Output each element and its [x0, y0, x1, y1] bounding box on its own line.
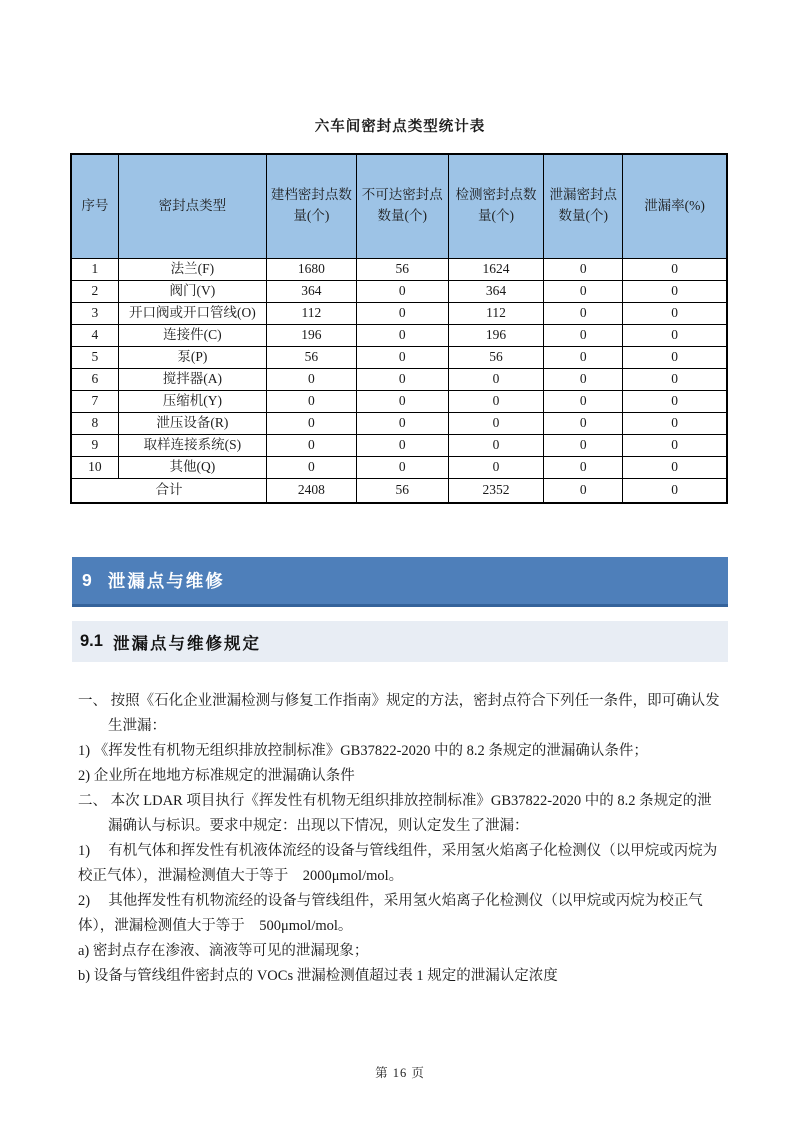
paragraph: 1) 有机气体和挥发性有机液体流经的设备与管线组件，采用氢火焰离子化检测仪（以甲烷或丙烷为校正气体），泄漏检测值大于等于 2000μmol/mol。 — [78, 843, 718, 884]
cell: 0 — [623, 302, 727, 324]
cell: 0 — [356, 434, 448, 456]
cell: 56 — [448, 346, 544, 368]
cell: 0 — [544, 456, 623, 478]
header-type: 密封点类型 — [118, 154, 266, 258]
cell: 0 — [623, 280, 727, 302]
header-index: 序号 — [71, 154, 118, 258]
cell: 0 — [623, 324, 727, 346]
cell: 0 — [266, 456, 356, 478]
header-rate: 泄漏率(%) — [623, 154, 727, 258]
cell: 6 — [71, 368, 118, 390]
cell: 0 — [544, 324, 623, 346]
total-cell: 0 — [544, 478, 623, 503]
cell: 0 — [623, 456, 727, 478]
paragraph: 2) 企业所在地地方标准规定的泄漏确认条件 — [78, 768, 355, 784]
cell: 1 — [71, 258, 118, 280]
cell: 0 — [544, 390, 623, 412]
table-row — [71, 368, 727, 390]
cell: 0 — [623, 368, 727, 390]
total-label: 合计 — [71, 478, 266, 503]
cell: 0 — [544, 302, 623, 324]
table-row — [71, 280, 727, 302]
table-row — [71, 456, 727, 478]
table-row — [71, 434, 727, 456]
table-row — [71, 346, 727, 368]
cell: 196 — [448, 324, 544, 346]
body-text — [78, 689, 722, 989]
cell: 0 — [544, 412, 623, 434]
cell: 1624 — [448, 258, 544, 280]
section-heading-9-1 — [72, 621, 728, 662]
total-cell: 0 — [623, 478, 727, 503]
cell: 364 — [448, 280, 544, 302]
total-cell: 2408 — [266, 478, 356, 503]
cell: 4 — [71, 324, 118, 346]
cell: 196 — [266, 324, 356, 346]
cell: 56 — [356, 258, 448, 280]
cell: 0 — [356, 412, 448, 434]
cell: 搅拌器(A) — [118, 368, 266, 390]
section-heading-9 — [72, 557, 728, 607]
table-row — [71, 302, 727, 324]
cell: 0 — [448, 368, 544, 390]
paragraph: 二、 本次 LDAR 项目执行《挥发性有机物无组织排放控制标准》GB37822-2020 中的 8.2 条规定的泄漏确认与标识。要求中规定：出现以下情况，则认定发生了泄漏： — [78, 793, 712, 834]
cell: 0 — [356, 302, 448, 324]
cell: 0 — [356, 456, 448, 478]
page-number-footer: 第 16 页 — [375, 1066, 425, 1080]
cell: 0 — [544, 368, 623, 390]
cell: 0 — [448, 456, 544, 478]
cell: 法兰(F) — [118, 258, 266, 280]
cell: 112 — [266, 302, 356, 324]
table-title: 六车间密封点类型统计表 — [314, 119, 486, 135]
cell: 其他(Q) — [118, 456, 266, 478]
cell: 0 — [356, 346, 448, 368]
cell: 8 — [71, 412, 118, 434]
table-row — [71, 324, 727, 346]
cell: 0 — [356, 324, 448, 346]
cell: 364 — [266, 280, 356, 302]
cell: 0 — [266, 434, 356, 456]
cell: 0 — [356, 390, 448, 412]
table-row — [71, 412, 727, 434]
table-row — [71, 390, 727, 412]
cell: 0 — [623, 346, 727, 368]
cell: 连接件(C) — [118, 324, 266, 346]
cell: 0 — [448, 412, 544, 434]
cell: 0 — [544, 280, 623, 302]
header-leaking: 泄漏密封点数量(个) — [544, 154, 623, 258]
cell: 9 — [71, 434, 118, 456]
cell: 0 — [623, 434, 727, 456]
paragraph: b) 设备与管线组件密封点的 VOCs 泄漏检测值超过表 1 规定的泄漏认定浓度 — [78, 968, 558, 984]
cell: 2 — [71, 280, 118, 302]
section-title: 泄漏点与维修 — [107, 571, 225, 591]
cell: 0 — [356, 368, 448, 390]
cell: 0 — [266, 390, 356, 412]
cell: 0 — [448, 434, 544, 456]
cell: 10 — [71, 456, 118, 478]
paragraph: a) 密封点存在渗液、滴液等可见的泄漏现象； — [78, 943, 369, 959]
cell: 112 — [448, 302, 544, 324]
paragraph: 1) 《挥发性有机物无组织排放控制标准》GB37822-2020 中的 8.2 条规定的泄漏确认条件； — [78, 743, 648, 759]
header-unreachable: 不可达密封点数量(个) — [356, 154, 448, 258]
cell: 5 — [71, 346, 118, 368]
cell: 0 — [266, 412, 356, 434]
cell: 3 — [71, 302, 118, 324]
subsection-number: 9.1 — [80, 632, 103, 650]
cell: 泄压设备(R) — [118, 412, 266, 434]
cell: 泵(P) — [118, 346, 266, 368]
cell: 0 — [623, 390, 727, 412]
cell: 取样连接系统(S) — [118, 434, 266, 456]
cell: 开口阀或开口管线(O) — [118, 302, 266, 324]
cell: 0 — [544, 258, 623, 280]
table-header-row — [71, 154, 727, 258]
cell: 1680 — [266, 258, 356, 280]
cell: 0 — [266, 368, 356, 390]
cell: 0 — [544, 434, 623, 456]
cell: 0 — [623, 412, 727, 434]
section-number: 9 — [82, 570, 92, 590]
seal-point-stats-table — [70, 153, 728, 504]
cell: 压缩机(Y) — [118, 390, 266, 412]
total-cell: 56 — [356, 478, 448, 503]
cell: 0 — [356, 280, 448, 302]
cell: 阀门(V) — [118, 280, 266, 302]
cell: 0 — [448, 390, 544, 412]
paragraph: 2) 其他挥发性有机物流经的设备与管线组件，采用氢火焰离子化检测仪（以甲烷或丙烷为校正气体），泄漏检测值大于等于 500μmol/mol。 — [78, 893, 703, 934]
cell: 0 — [544, 346, 623, 368]
table-total-row — [71, 478, 727, 503]
header-built: 建档密封点数量(个) — [266, 154, 356, 258]
subsection-title: 泄漏点与维修规定 — [112, 634, 261, 653]
cell: 56 — [266, 346, 356, 368]
paragraph: 一、 按照《石化企业泄漏检测与修复工作指南》规定的方法，密封点符合下列任一条件，即可确认发生泄漏： — [78, 693, 720, 734]
table-row — [71, 258, 727, 280]
total-cell: 2352 — [448, 478, 544, 503]
cell: 0 — [623, 258, 727, 280]
cell: 7 — [71, 390, 118, 412]
header-tested: 检测密封点数量(个) — [448, 154, 544, 258]
